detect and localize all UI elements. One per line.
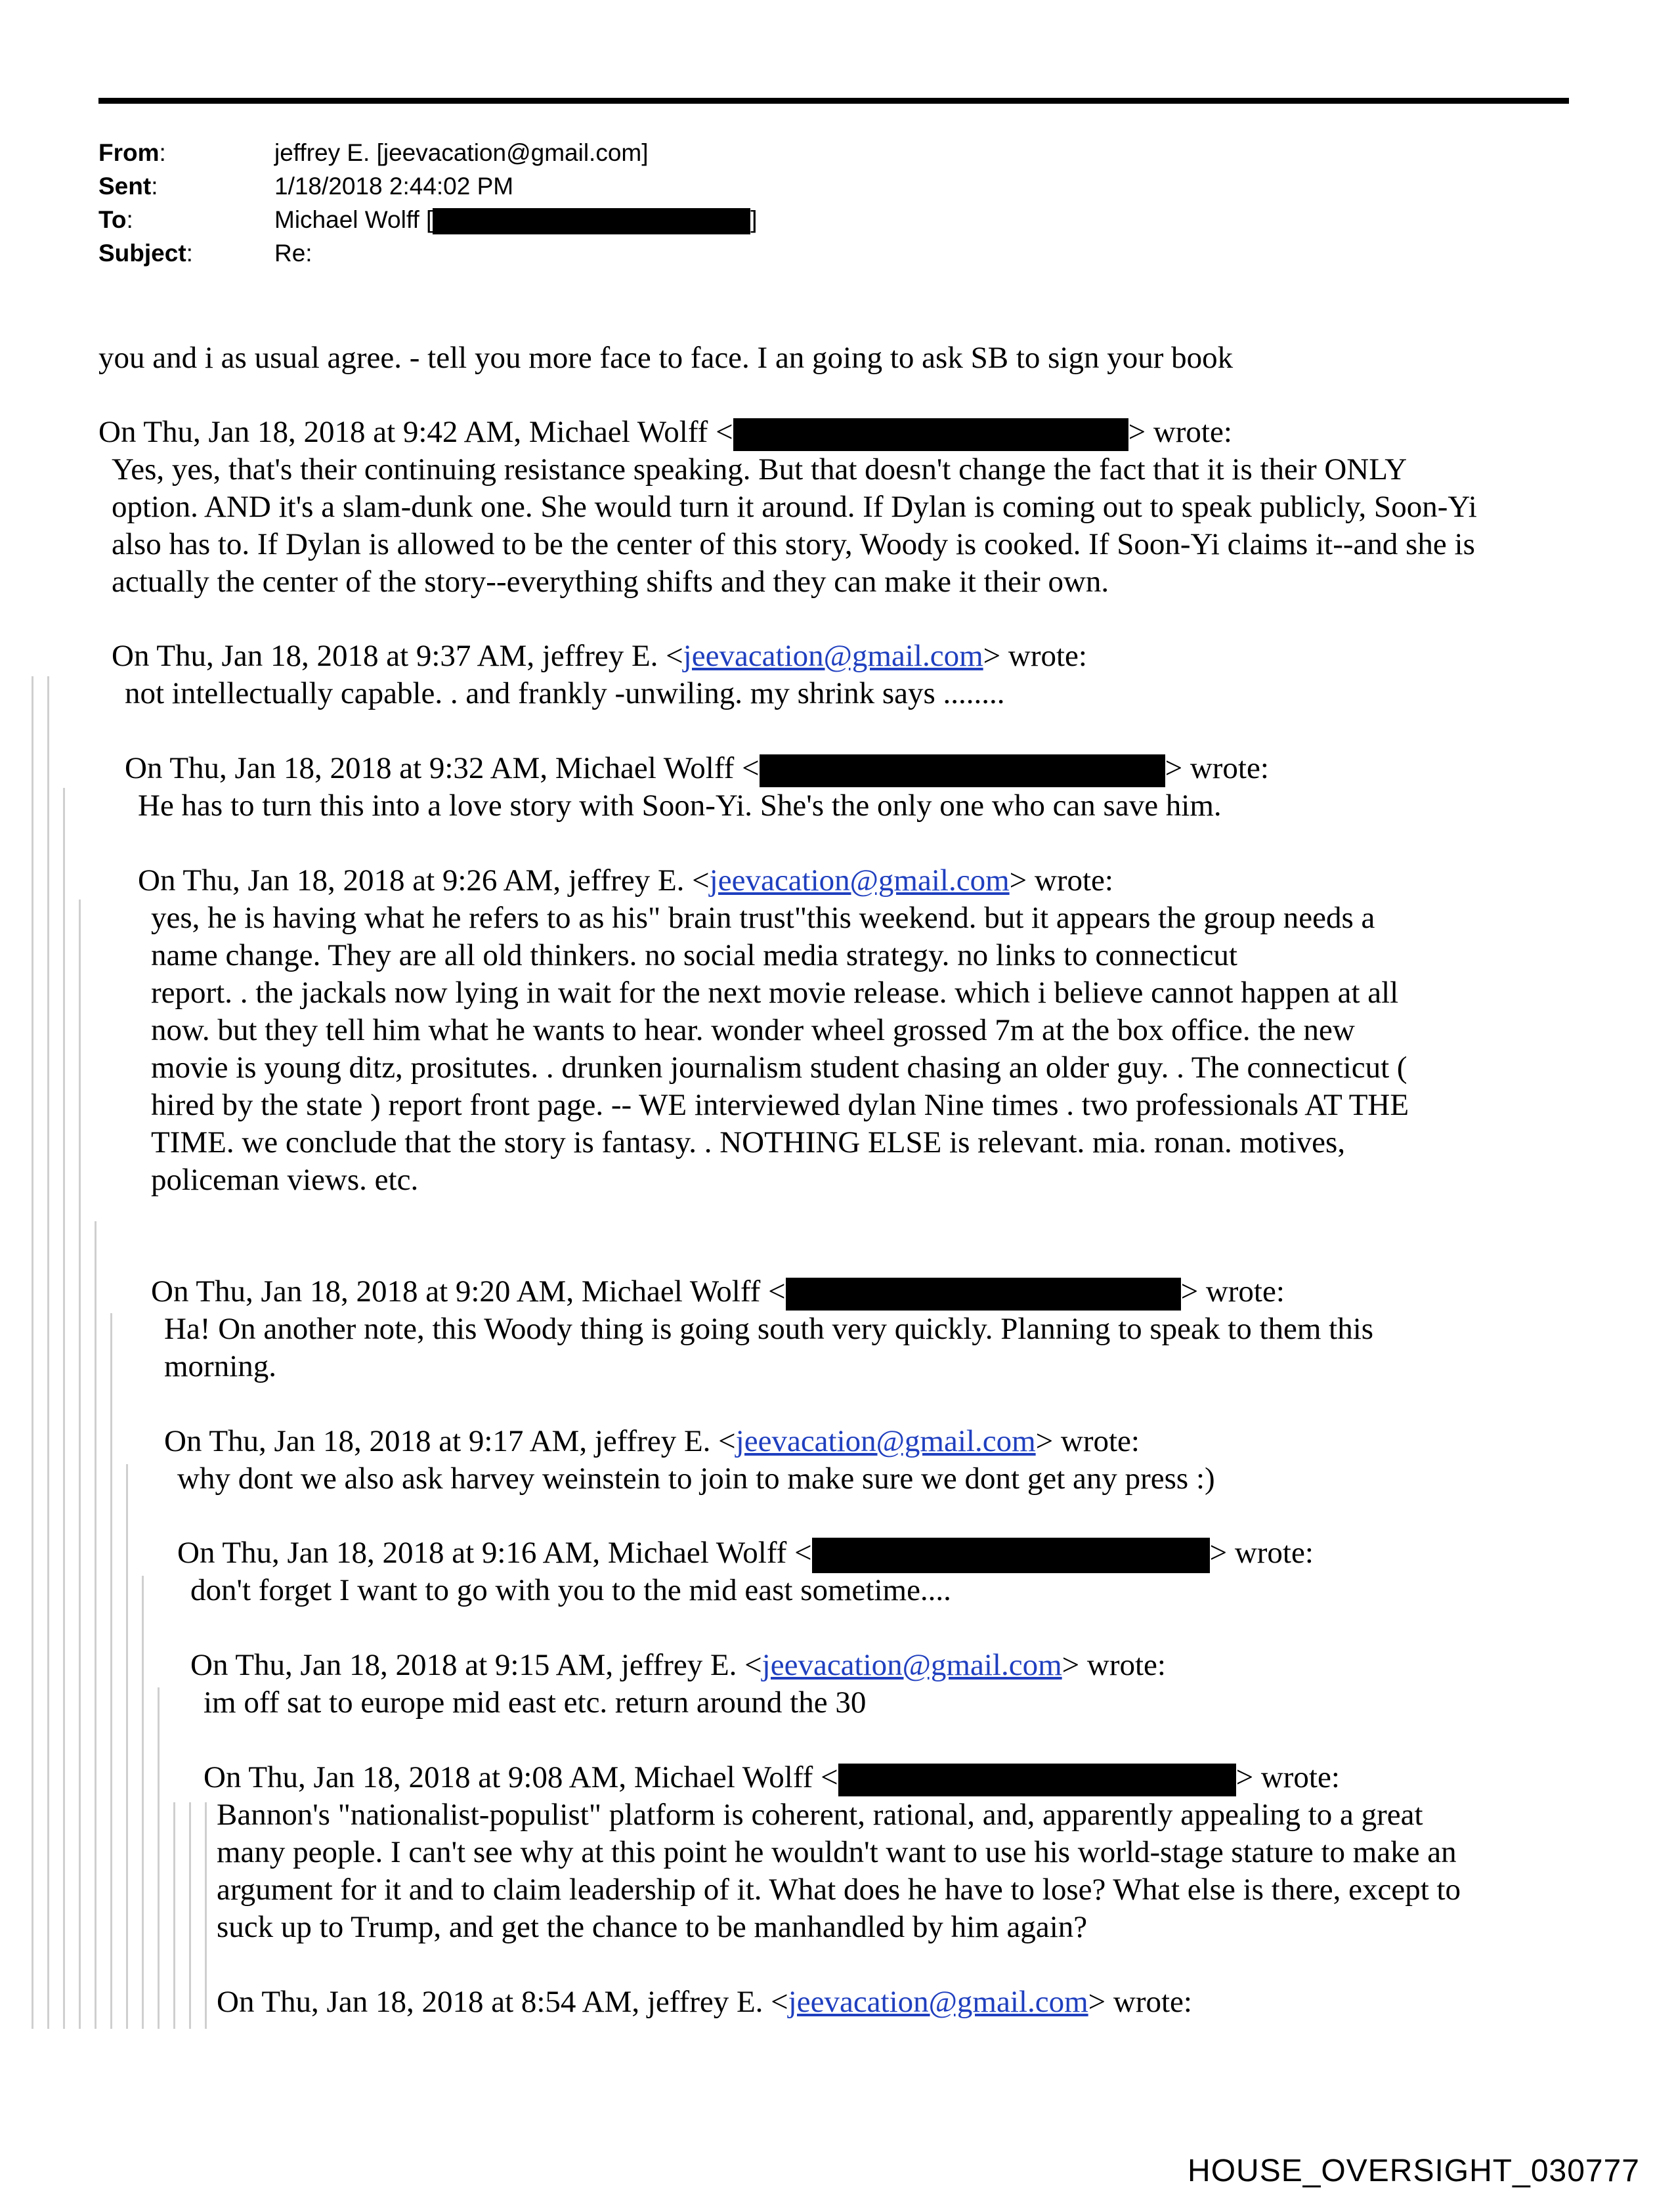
from-label: From: [98, 139, 160, 166]
quoted-text: don't forget I want to go with you to the mid east sometime....: [190, 1573, 951, 1607]
quoted-message: [151, 1273, 1285, 1311]
quote-bar: [173, 1802, 175, 2029]
redaction-bar: [812, 1538, 1210, 1573]
quoted-text: not intellectually capable. . and frankly -unwiling. my shrink says ........: [125, 676, 1005, 710]
message-line: you and i as usual agree. - tell you more face to face. I an going to ask SB to sign your book: [98, 341, 1234, 375]
to-value: Michael Wolff [: [274, 206, 433, 233]
quote-bar: [47, 676, 49, 2029]
email-link[interactable]: jeevacation@gmail.com: [735, 1424, 1036, 1458]
attribution-line: On Thu, Jan 18, 2018 at 9:20 AM, Michael Wolff < > wrote:: [151, 1273, 1285, 1311]
attribution-line: On Thu, Jan 18, 2018 at 9:42 AM, Michael Wolff < > wrote:: [98, 414, 1232, 451]
quote-bar: [158, 1687, 160, 2029]
quoted-message: [164, 1423, 1140, 1460]
quote-bar: [189, 1802, 191, 2029]
subject-value: Re:: [274, 240, 312, 267]
email-link[interactable]: jeevacation@gmail.com: [709, 863, 1010, 898]
redaction-bar: [760, 754, 1165, 787]
from-value: jeffrey E. [jeevacation@gmail.com]: [274, 139, 649, 166]
quoted-message: [125, 750, 1269, 787]
header-rule: [98, 98, 1569, 104]
email-page: From: jeffrey E. [jeevacation@gmail.com] Sent: 1/18/2018 2:44:02 PM To: Michael Wolff [ ] Subject: Re: you and i as usual agree. - tell you more face to face. I an going to ask SB to sign your book On Thu, Jan 18, 2018 at 9:42 AM, Michael Wolff < > wrote: Yes, yes, that's their continuing resistance speaking. But that doesn't change the fact that it is their ONLY option. AND it's a slam-dunk one. She would turn it around. If Dylan is coming out to speak publicly, Soon-Yi also has to. If Dylan is allowed to be the center of this story, Woody is cooked. If Soon-Yi claims it--and she is actually the center of the story--everything shifts and they can make it their own. On Thu, Jan 18, 2018 at 9:37 AM, jeffrey E. <jeevacation@gmail.com> wrote: not intellectually capable. . and frankly -unwiling. my shrink says ........ On Thu, Jan 18, 2018 at 9:32 AM, Michael Wolff < > wrote: He has to turn this into a love story with Soon-Yi. She's the only one who can save him. On Thu, Jan 18, 2018 at 9:26 AM, jeffrey E. <jeevacation@gmail.com> wrote: yes, he is having what he refers to as his" brain trust"this weekend. but it appears the group needs a name change. They are all old thinkers. no social media strategy. no links to connecticut report. . the jackals now lying in wait for the next movie release. which i believe cannot happen at all now. but they tell him what he wants to hear. wonder wheel grossed 7m at the box office. the new movie is young ditz, prositutes. . drunken journalism student chasing an older guy. . The connecticut ( hired by the state ) report front page. -- WE interviewed dylan Nine times . two professionals AT THE TIME. we conclude that the story is fantasy. . NOTHING ELSE is relevant. mia. ronan. motives, policeman views. etc. On Thu, Jan 18, 2018 at 9:20 AM, Michael Wolff < > wrote: Ha! On another note, this Woody thing is going south very quickly. Planning to speak to them this morning. On Thu, Jan 18, 2018 at 9:17 AM, jeffrey E. <jeevacation@gmail.com> wrote: why dont we also ask harvey weinstein to join to make sure we dont get any press :) On Thu, Jan 18, 2018 at 9:16 AM, Michael Wolff < > wrote: don't forget I want to go with you to the mid east sometime.... On Thu, Jan 18, 2018 at 9:15 AM, jeffrey E. <jeevacation@gmail.com> wrote: im off sat to europe mid east etc. return around the 30 On Thu, Jan 18, 2018 at 9:08 AM, Michael Wolff < > wrote: Bannon's "nationalist-populist" platform is coherent, rational, and, apparently appealing to a great many people. I can't see why at this point he wouldn't want to use his world-stage stature to make an argument for it and to claim leadership of it. What does he have to lose? What else is there, except to suck up to Trump, and get the chance to be manhandled by him again? On Thu, Jan 18, 2018 at 8:54 AM, jeffrey E. <jeevacation@gmail.com> wrote: HOUSE_OVERSIGHT_030777: [0, 0, 1674, 2212]
redaction-bar: [733, 418, 1128, 451]
quote-bar: [205, 1802, 207, 2029]
attribution-line: On Thu, Jan 18, 2018 at 9:37 AM, jeffrey E. <jeevacation@gmail.com> wrote:: [112, 639, 1087, 673]
attribution-line: On Thu, Jan 18, 2018 at 9:16 AM, Michael Wolff < > wrote:: [177, 1534, 1314, 1572]
quoted-message: [217, 1984, 1192, 2021]
email-link[interactable]: jeevacation@gmail.com: [788, 1985, 1088, 2019]
redaction-bar: [838, 1764, 1236, 1796]
to-value-end: ]: [750, 206, 758, 233]
quoted-text: Yes, yes, that's their continuing resistance speaking. But that doesn't change the fact that it is their ONLY option. AND it's a slam-dunk one. She would turn it around. If Dylan is coming out to speak publicly, Soon-Yi also has to. If Dylan is allowed to be the center of this story, Woody is cooked. If Soon-Yi claims it--and she is actually the center of the story--everything shifts and they can make it their own.: [112, 452, 1477, 599]
quoted-message: [112, 638, 1087, 675]
quoted-message: [98, 414, 1232, 451]
quoted-text: Bannon's "nationalist-populist" platform is coherent, rational, and, apparently appealing to a great many people. I can't see why at this point he wouldn't want to use his world-stage stature to make an argument for it and to claim leadership of it. What does he have to lose? What else is there, except to suck up to Trump, and get the chance to be manhandled by him again?: [217, 1798, 1461, 1944]
message-body: [98, 339, 1233, 377]
attribution-line: On Thu, Jan 18, 2018 at 9:17 AM, jeffrey E. <jeevacation@gmail.com> wrote:: [164, 1424, 1140, 1458]
quoted-message: [190, 1647, 1166, 1684]
quote-bar: [95, 1221, 97, 2029]
quoted-message: [177, 1534, 1314, 1572]
email-link[interactable]: jeevacation@gmail.com: [683, 639, 983, 673]
attribution-line: On Thu, Jan 18, 2018 at 9:15 AM, jeffrey E. <jeevacation@gmail.com> wrote:: [190, 1648, 1166, 1682]
quoted-text: why dont we also ask harvey weinstein to join to make sure we dont get any press :): [177, 1462, 1215, 1496]
attribution-line: On Thu, Jan 18, 2018 at 9:08 AM, Michael Wolff < > wrote:: [204, 1759, 1340, 1796]
quote-bar: [32, 676, 33, 2029]
quoted-text: im off sat to europe mid east etc. return around the 30: [204, 1685, 867, 1720]
redaction-bar: [433, 208, 750, 234]
attribution-line: On Thu, Jan 18, 2018 at 9:26 AM, jeffrey E. <jeevacation@gmail.com> wrote:: [138, 863, 1113, 898]
quote-bar: [142, 1576, 144, 2029]
quoted-text: He has to turn this into a love story with Soon-Yi. She's the only one who can save him.: [138, 789, 1222, 823]
bates-number: HOUSE_OVERSIGHT_030777: [1188, 2154, 1640, 2188]
attribution-line: On Thu, Jan 18, 2018 at 8:54 AM, jeffrey E. <jeevacation@gmail.com> wrote:: [217, 1985, 1192, 2019]
quote-bar: [79, 900, 81, 2029]
quote-bar: [63, 788, 65, 2029]
subject-label: Subject: [98, 240, 186, 267]
quoted-text: Ha! On another note, this Woody thing is going south very quickly. Planning to speak to them this morning.: [164, 1312, 1374, 1383]
quote-bar: [126, 1464, 128, 2029]
quoted-text: yes, he is having what he refers to as his" brain trust"this weekend. but it appears the group needs a name change. They are all old thinkers. no social media strategy. no links to connecticut report. . the jackals now lying in wait for the next movie release. which i believe cannot happen at all now. but they tell him what he wants to hear. wonder wheel grossed 7m at the box office. the new movie is young ditz, prositutes. . drunken journalism student chasing an older guy. . The connecticut ( hired by the state ) report front page. -- WE interviewed dylan Nine times . two professionals AT THE TIME. we conclude that the story is fantasy. . NOTHING ELSE is relevant. mia. ronan. motives, policeman views. etc.: [151, 901, 1409, 1197]
quoted-message: [138, 862, 1113, 900]
email-link[interactable]: jeevacation@gmail.com: [762, 1648, 1062, 1682]
sent-label: Sent: [98, 173, 152, 200]
attribution-line: On Thu, Jan 18, 2018 at 9:32 AM, Michael Wolff < > wrote:: [125, 750, 1269, 787]
redaction-bar: [786, 1278, 1181, 1311]
quoted-message: [204, 1759, 1340, 1796]
to-label: To: [98, 206, 127, 233]
quote-bar: [110, 1313, 112, 2029]
sent-value: 1/18/2018 2:44:02 PM: [274, 173, 514, 200]
